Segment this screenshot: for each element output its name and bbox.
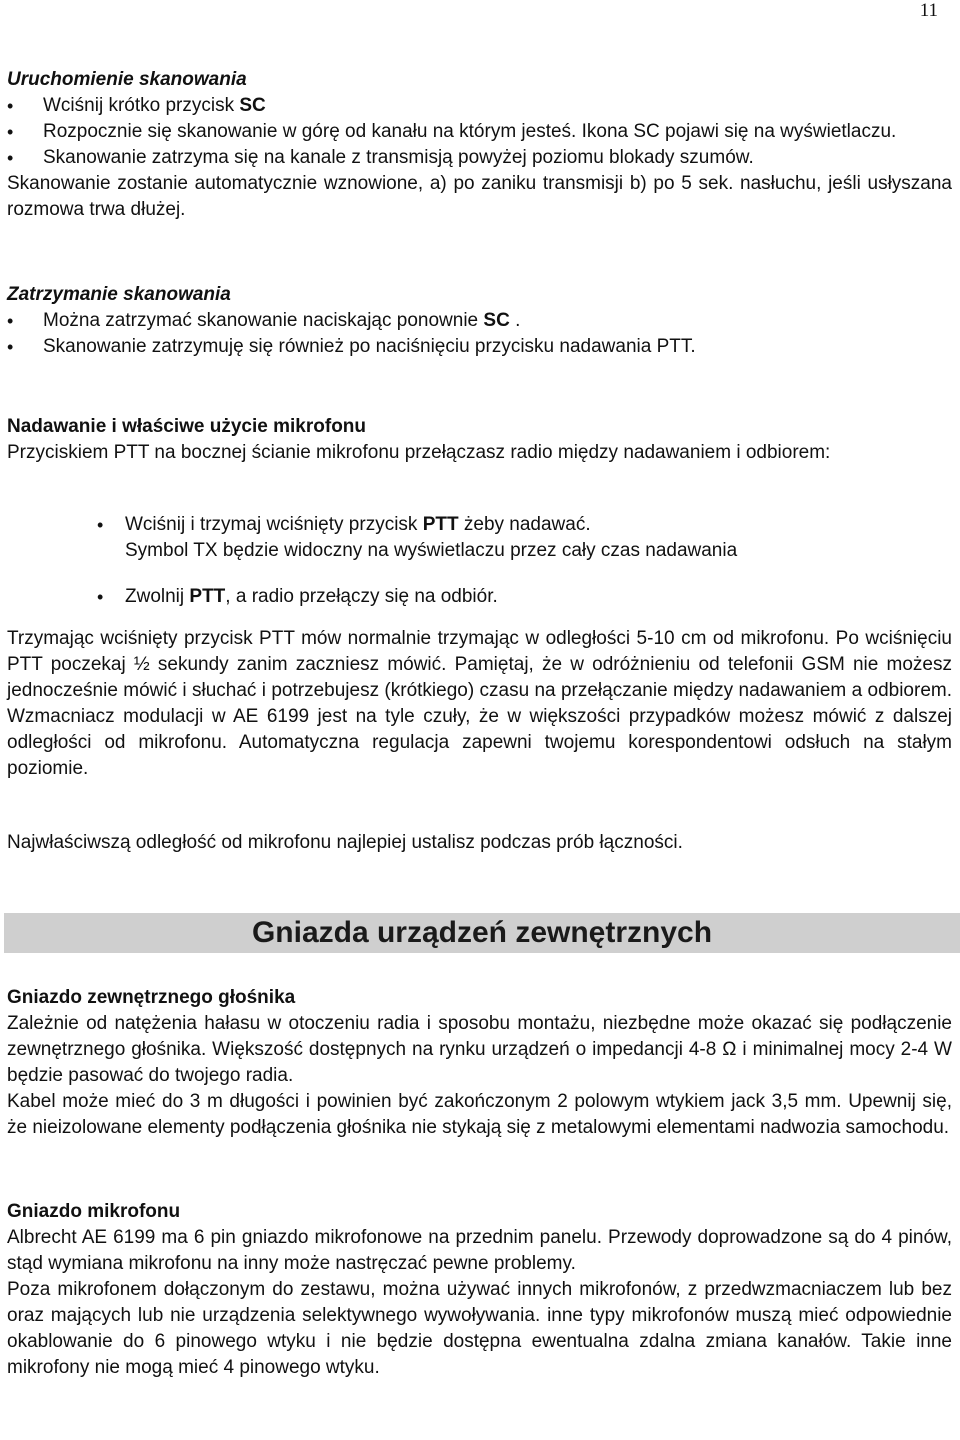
list-item: • Wciśnij i trzymaj wciśnięty przycisk PTT żeby nadawać. (7, 512, 952, 538)
section-title: Gniazdo zewnętrznego głośnika (7, 987, 296, 1008)
section-title: Gniazdo mikrofonu (7, 1201, 181, 1222)
list-item: • Można zatrzymać skanowanie naciskając ponownie SC . (7, 308, 952, 334)
paragraph: Poza mikrofonem dołączonym do zestawu, można używać innych mikrofonów, z przedwzmacniaczem lub bez oraz mających lub nie urządzenia selektywnego wywoływania. inne typy mikrofonów muszą mieć odpowiednie okablowanie do 6 pinowego wtyku i nie będzie dostępna ewentualna zdalna zmiana kanałów. Takie inne mikrofony nie mogą mieć 4 pinowego wtyku. (7, 1279, 952, 1378)
section-title: Uruchomienie skanowania (7, 69, 247, 90)
list-item: • Skanowanie zatrzymuję się również po naciśnięciu przycisku nadawania PTT. (7, 334, 952, 360)
section-scan-stop (7, 282, 952, 360)
paragraph: Trzymając wciśnięty przycisk PTT mów normalnie trzymając w odległości 5-10 cm od mikrofonu. Po wciśnięciu PTT poczekaj ½ sekundy zanim zaczniesz mówić. Pamiętaj, że w odróżnieniu od telefonii GSM nie możesz jednocześnie mówić i słuchać i potrzebujesz (krótkiego) czasu na przełączanie między nadawaniem a odbiorem. Wzmacniacz modulacji w AE 6199 jest na tyle czuły, że w większości przypadków możesz mówić z dalszej odległości od mikrofonu. Automatyczna regulacja zapewni twojemu korespondentowi odsłuch na stałym poziomie. (7, 628, 952, 779)
list-item: • Rozpocznie się skanowanie w górę od kanału na którym jesteś. Ikona SC pojawi się na wyświetlaczu. (7, 119, 952, 145)
paragraph: Przyciskiem PTT na bocznej ścianie mikrofonu przełączasz radio między nadawaniem i odbiorem: (7, 442, 831, 463)
bullet-list (7, 308, 952, 360)
bullet-list (7, 93, 952, 171)
list-item: • Wciśnij krótko przycisk SC (7, 93, 952, 119)
banner-title: Gniazda urządzeń zewnętrznych (251, 916, 713, 949)
ptt-list (7, 512, 952, 564)
section-banner (4, 913, 960, 953)
paragraph: Skanowanie zostanie automatycznie wznowione, a) po zaniku transmisji b) po 5 sek. nasłuchu, jeśli usłyszana rozmowa trwa dłużej. (7, 173, 952, 220)
paragraph: Kabel może mieć do 3 m długości i powinien być zakończonym 2 polowym wtykiem jack 3,5 mm. Upewnij się, że nieizolowane elementy podłączenia głośnika nie stykają się z metalowymi elementami nadwozia samochodu. (7, 1091, 952, 1138)
list-item-continuation: Symbol TX będzie widoczny na wyświetlaczu przez cały czas nadawania (125, 540, 738, 561)
section-mic-jack (7, 1199, 952, 1381)
list-item: • Zwolnij PTT, a radio przełączy się na odbiór. (7, 584, 952, 610)
section-title: Zatrzymanie skanowania (7, 284, 231, 305)
section-speaker-jack (7, 985, 952, 1141)
paragraph: Zależnie od natężenia hałasu w otoczeniu radia i sposobu montażu, niezbędne może okazać się podłączenie zewnętrznego głośnika. Większość dostępnych na rynku urządzeń o impedancji 4-8 Ω i minimalnej mocy 2-4 W będzie pasować do twojego radia. (7, 1013, 952, 1086)
section-title: Nadawanie i właściwe użycie mikrofonu (7, 416, 367, 437)
paragraph: Najwłaściwszą odległość od mikrofonu najlepiej ustalisz podczas prób łączności. (7, 832, 683, 853)
list-item: • Skanowanie zatrzyma się na kanale z transmisją powyżej poziomu blokady szumów. (7, 145, 952, 171)
section-scan-start (7, 67, 952, 223)
page-number: 11 (919, 0, 938, 21)
section-microphone-use (7, 414, 952, 466)
ptt-list-2 (7, 584, 952, 610)
paragraph: Albrecht AE 6199 ma 6 pin gniazdo mikrofonowe na przednim panelu. Przewody doprowadzone są do 4 pinów, stąd wymiana mikrofonu na inny może nastręczać pewne problemy. (7, 1227, 952, 1274)
